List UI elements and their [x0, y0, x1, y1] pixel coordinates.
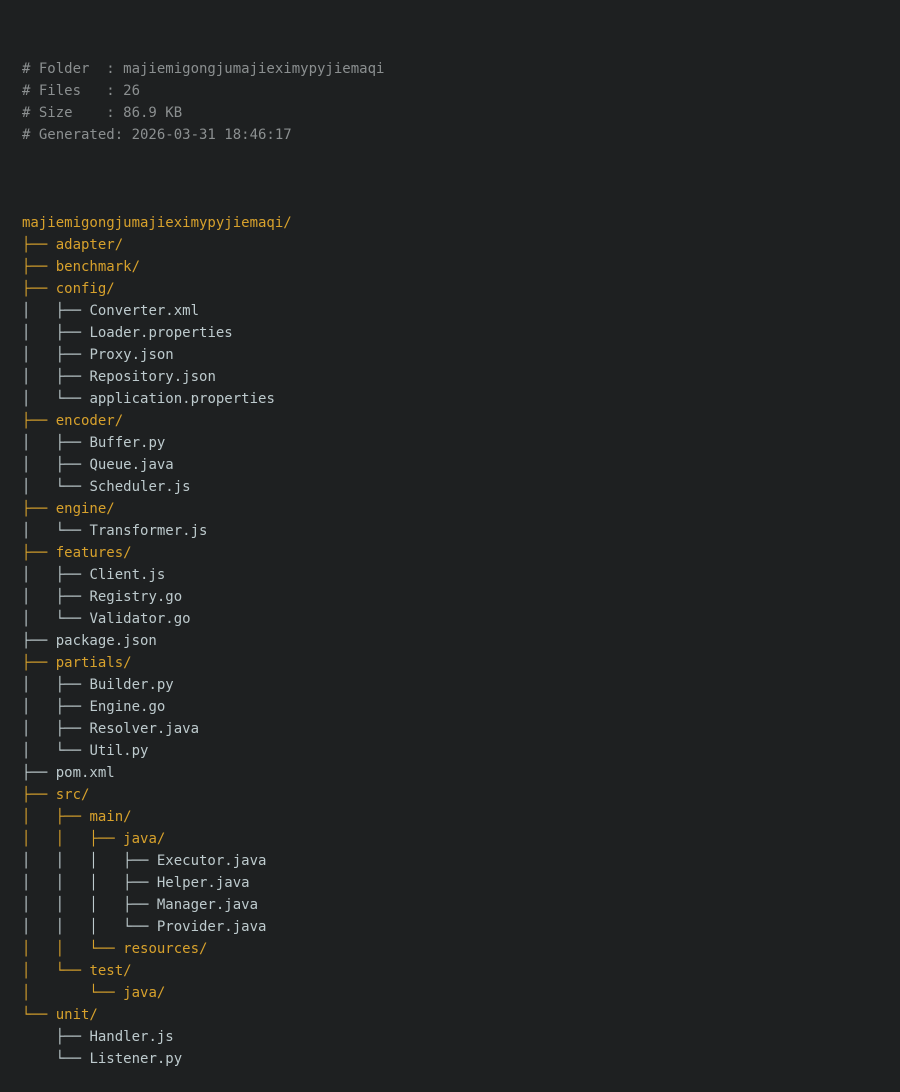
file-name: pom.xml: [55, 765, 115, 781]
file-name: Helper.java: [156, 875, 250, 891]
tree-row-file: [22, 740, 890, 762]
tree-branch-glyph: │ └──: [22, 743, 90, 759]
tree-row-file: [22, 300, 890, 322]
tree-branch-glyph: ├──: [22, 655, 56, 671]
file-name: Executor.java: [156, 853, 267, 869]
directory-name: src/: [55, 787, 90, 803]
tree-branch-glyph: └──: [22, 1051, 90, 1067]
tree-row-file: [22, 586, 890, 608]
file-name: Loader.properties: [89, 325, 233, 341]
tree-row-directory: [22, 212, 890, 234]
tree-branch-glyph: │ └──: [22, 391, 90, 407]
directory-name: features/: [55, 545, 132, 561]
tree-branch-glyph: │ │ │ ├──: [22, 875, 157, 891]
tree-branch-glyph: │ │ ├──: [22, 831, 124, 847]
file-name: Proxy.json: [89, 347, 174, 363]
directory-name: test/: [89, 963, 132, 979]
directory-name: adapter/: [55, 237, 124, 253]
file-name: Repository.json: [89, 369, 216, 385]
tree-row-file: [22, 718, 890, 740]
tree-row-file: [22, 916, 890, 938]
tree-row-file: [22, 1048, 890, 1070]
tree-branch-glyph: │ └──: [22, 523, 90, 539]
tree-branch-glyph: │ ├──: [22, 347, 90, 363]
tree-branch-glyph: ├──: [22, 501, 56, 517]
tree-row-file: [22, 388, 890, 410]
tree-branch-glyph: │ │ │ ├──: [22, 897, 157, 913]
directory-name: main/: [89, 809, 132, 825]
tree-row-file: [22, 564, 890, 586]
directory-name: java/: [123, 985, 166, 1001]
tree-row-file: [22, 762, 890, 784]
directory-name: java/: [123, 831, 166, 847]
header-comment-line: # Size : 86.9 KB: [22, 105, 183, 121]
directory-name: engine/: [55, 501, 115, 517]
file-tree: [22, 212, 890, 1070]
file-name: Scheduler.js: [89, 479, 191, 495]
file-name: Listener.py: [89, 1051, 183, 1067]
tree-branch-glyph: ├──: [22, 545, 56, 561]
tree-branch-glyph: │ ├──: [22, 809, 90, 825]
file-name: Engine.go: [89, 699, 166, 715]
directory-name: majiemigongjumajieximypyjiemaqi/: [22, 215, 292, 231]
tree-row-file: [22, 850, 890, 872]
tree-row-file: [22, 1026, 890, 1048]
directory-name: encoder/: [55, 413, 124, 429]
tree-branch-glyph: │ ├──: [22, 721, 90, 737]
file-name: Registry.go: [89, 589, 183, 605]
directory-name: partials/: [55, 655, 132, 671]
tree-row-file: [22, 454, 890, 476]
tree-row-directory: [22, 256, 890, 278]
directory-name: benchmark/: [55, 259, 141, 275]
tree-branch-glyph: │ ├──: [22, 325, 90, 341]
tree-branch-glyph: │ └──: [22, 479, 90, 495]
tree-header: [22, 58, 890, 146]
file-name: package.json: [55, 633, 157, 649]
directory-name: unit/: [55, 1007, 98, 1023]
tree-row-file: [22, 520, 890, 542]
tree-row-directory: [22, 938, 890, 960]
file-name: Client.js: [89, 567, 166, 583]
tree-row-file: [22, 476, 890, 498]
tree-branch-glyph: │ ├──: [22, 567, 90, 583]
tree-row-directory: [22, 542, 890, 564]
tree-branch-glyph: ├──: [22, 281, 56, 297]
tree-branch-glyph: ├──: [22, 259, 56, 275]
tree-row-file: [22, 344, 890, 366]
file-name: application.properties: [89, 391, 275, 407]
file-name: Transformer.js: [89, 523, 208, 539]
tree-branch-glyph: ├──: [22, 787, 56, 803]
tree-row-directory: [22, 784, 890, 806]
tree-branch-glyph: │ │ │ └──: [22, 919, 157, 935]
tree-row-directory: [22, 498, 890, 520]
tree-branch-glyph: │ └──: [22, 611, 90, 627]
tree-row-directory: [22, 234, 890, 256]
file-name: Converter.xml: [89, 303, 200, 319]
tree-branch-glyph: │ │ └──: [22, 941, 124, 957]
tree-branch-glyph: │ └──: [22, 985, 124, 1001]
tree-row-file: [22, 366, 890, 388]
tree-branch-glyph: └──: [22, 1007, 56, 1023]
file-name: Validator.go: [89, 611, 191, 627]
tree-row-directory: [22, 982, 890, 1004]
tree-branch-glyph: │ ├──: [22, 589, 90, 605]
file-name: Queue.java: [89, 457, 174, 473]
tree-row-file: [22, 608, 890, 630]
tree-branch-glyph: │ ├──: [22, 677, 90, 693]
file-name: Provider.java: [156, 919, 267, 935]
tree-row-directory: [22, 828, 890, 850]
tree-row-directory: [22, 278, 890, 300]
tree-row-file: [22, 630, 890, 652]
tree-branch-glyph: ├──: [22, 633, 56, 649]
tree-row-file: [22, 432, 890, 454]
file-name: Resolver.java: [89, 721, 200, 737]
tree-branch-glyph: ├──: [22, 765, 56, 781]
tree-row-directory: [22, 806, 890, 828]
file-name: Util.py: [89, 743, 149, 759]
header-comment-line: # Folder : majiemigongjumajieximypyjiemaqi: [22, 61, 385, 77]
tree-row-directory: [22, 652, 890, 674]
tree-row-file: [22, 674, 890, 696]
tree-branch-glyph: ├──: [22, 1029, 90, 1045]
tree-branch-glyph: ├──: [22, 237, 56, 253]
tree-row-file: [22, 696, 890, 718]
tree-branch-glyph: │ ├──: [22, 699, 90, 715]
header-comment-line: # Files : 26: [22, 83, 141, 99]
file-name: Handler.js: [89, 1029, 174, 1045]
file-name: Builder.py: [89, 677, 174, 693]
tree-branch-glyph: │ ├──: [22, 303, 90, 319]
file-name: Buffer.py: [89, 435, 166, 451]
directory-name: resources/: [123, 941, 208, 957]
tree-row-directory: [22, 410, 890, 432]
tree-row-directory: [22, 960, 890, 982]
tree-branch-glyph: │ ├──: [22, 457, 90, 473]
directory-name: config/: [55, 281, 115, 297]
tree-branch-glyph: │ ├──: [22, 369, 90, 385]
tree-branch-glyph: │ └──: [22, 963, 90, 979]
tree-row-file: [22, 872, 890, 894]
header-comment-line: # Generated: 2026-03-31 18:46:17: [22, 127, 292, 143]
tree-row-file: [22, 322, 890, 344]
file-name: Manager.java: [156, 897, 259, 913]
tree-branch-glyph: │ │ │ ├──: [22, 853, 157, 869]
tree-branch-glyph: ├──: [22, 413, 56, 429]
tree-branch-glyph: │ ├──: [22, 435, 90, 451]
tree-row-directory: [22, 1004, 890, 1026]
tree-row-file: [22, 894, 890, 916]
